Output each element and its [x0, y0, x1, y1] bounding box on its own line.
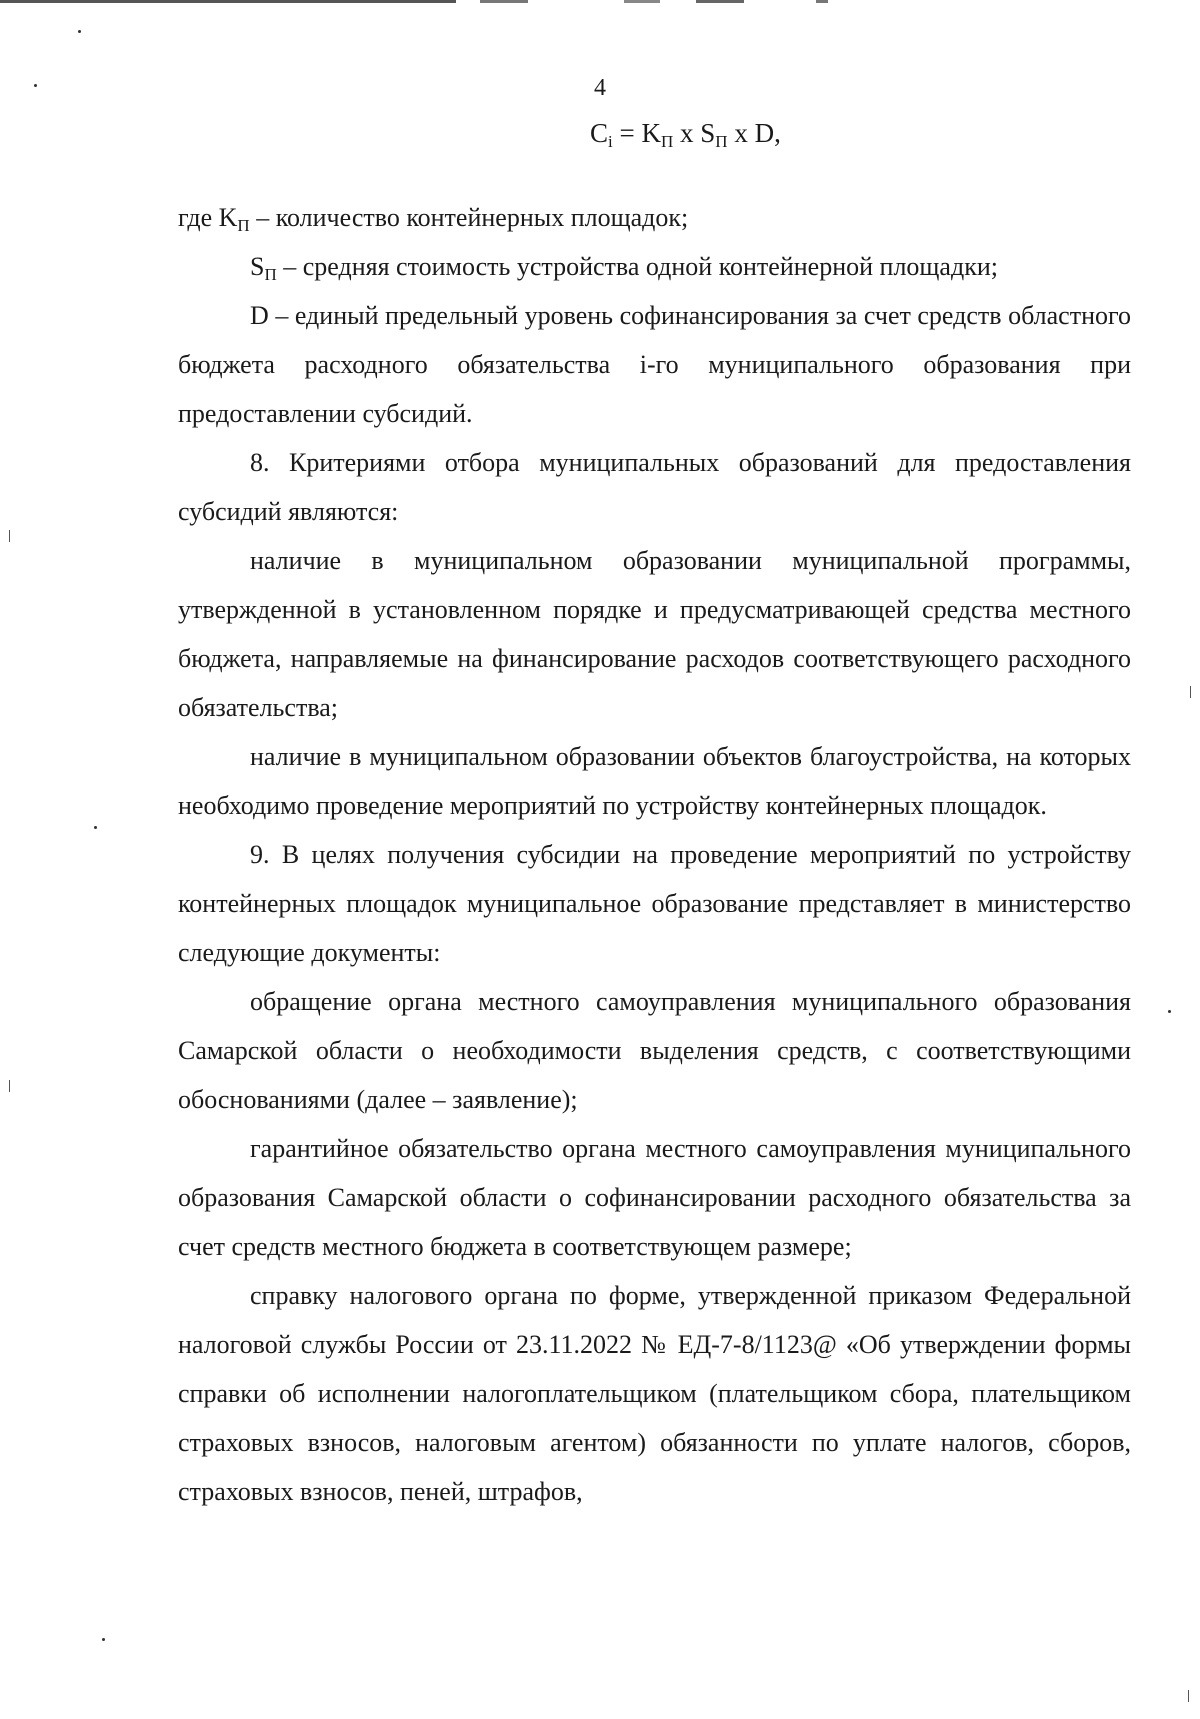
- paragraph-definition-d: D – единый предельный уровень софинансирования за счет средств областного бюджета расходного обязательства i-го муниципального образования при предоставлении субсидий.: [178, 301, 1131, 428]
- scan-mark: [1188, 1690, 1189, 1702]
- paragraph-document-2: гарантийное обязательство органа местного самоуправления муниципального образования Самарской области о софинансировании расходного обязательства за счет средств местного бюджета в соответствующем размере;: [178, 1134, 1131, 1261]
- scan-speck: [34, 84, 37, 87]
- scan-speck: [78, 30, 81, 33]
- document-body: [178, 193, 1131, 1516]
- scan-speck: [1168, 1010, 1171, 1013]
- paragraph-document-3: справку налогового органа по форме, утвержденной приказом Федеральной налоговой службы России от 23.11.2022 № ЕД-7-8/1123@ «Об утверждении формы справки об исполнении налогоплательщиком (плательщиком сбора, плательщиком страховых взносов, налоговым агентом) обязанности по уплате налогов, сборов, страховых взносов, пеней, штрафов,: [178, 1281, 1131, 1506]
- page-number: 4: [594, 75, 606, 101]
- scan-speck: [94, 826, 97, 829]
- scan-top-edge: [0, 0, 1200, 3]
- paragraph-document-1: обращение органа местного самоуправления муниципального образования Самарской области о необходимости выделения средств, с соответствующими обоснованиями (далее – заявление);: [178, 987, 1131, 1114]
- scan-mark: [9, 530, 10, 542]
- formula: $C_i = K_П$ x $S_П$ x D,: [590, 118, 781, 151]
- scan-speck: [102, 1638, 105, 1641]
- scan-mark: [1190, 686, 1191, 698]
- paragraph-criterion-1: наличие в муниципальном образовании муниципальной программы, утвержденной в установленном порядке и предусматривающей средства местного бюджета, направляемые на финансирование расходов соответствующего расходного обязательства;: [178, 546, 1131, 722]
- definition-s: $S_П$ – средняя стоимость устройства одной контейнерной площадки;: [250, 252, 998, 284]
- scan-mark: [9, 1080, 10, 1092]
- definition-k: где $K_П$ – количество контейнерных площадок;: [178, 203, 689, 235]
- paragraph-item-9: 9. В целях получения субсидии на проведение мероприятий по устройству контейнерных площадок муниципальное образование представляет в министерство следующие документы:: [178, 840, 1131, 967]
- paragraph-criterion-2: наличие в муниципальном образовании объектов благоустройства, на которых необходимо проведение мероприятий по устройству контейнерных площадок.: [178, 742, 1131, 820]
- paragraph-item-8: 8. Критериями отбора муниципальных образований для предоставления субсидий являются:: [178, 448, 1131, 526]
